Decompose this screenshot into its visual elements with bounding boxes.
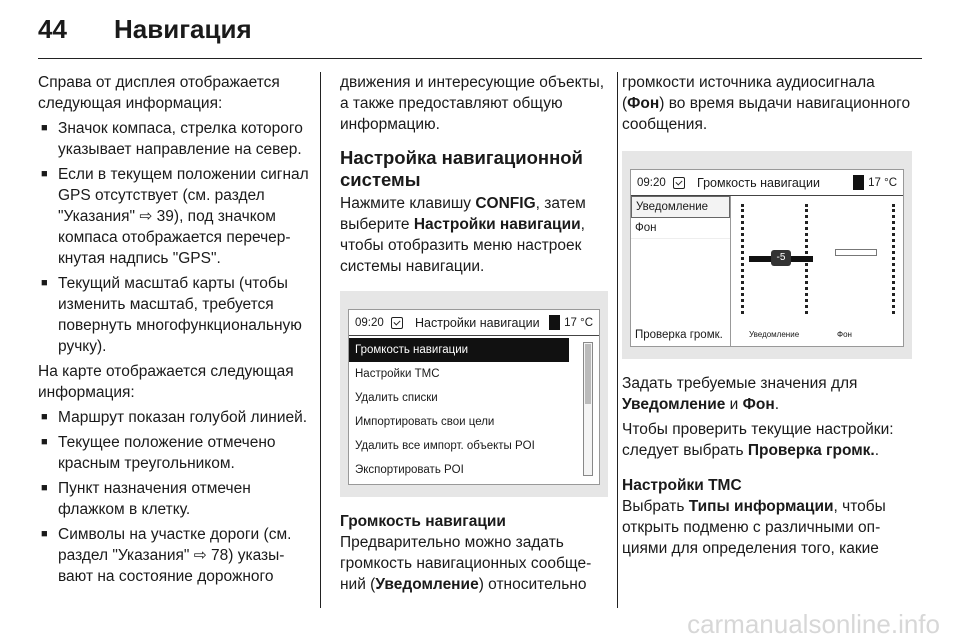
- list-item: ■ Если в текущем положении сигнал GPS отсутствует (см. раздел "Указания" ⇨ 39), под значком компаса отображается перечеркнутая надпись "GPS".: [38, 164, 310, 269]
- volume-panel: [631, 196, 903, 346]
- page-header: [38, 14, 252, 54]
- notification-value: -5: [771, 250, 791, 266]
- subsection-heading: Громкость навигации: [340, 513, 506, 530]
- config-key: CONFIG: [475, 195, 536, 212]
- nav-settings-screenshot: [340, 291, 608, 497]
- menu-item-tmc[interactable]: Настройки ТМС: [349, 362, 569, 386]
- screen-status-bar: [349, 310, 599, 336]
- settings-menu: [349, 336, 599, 484]
- clock: 09:20: [355, 316, 384, 329]
- list-item: ■ Символы на участке дороги (см. раздел "Указания" ⇨ 78) указывают на состояние дорожного: [38, 524, 310, 587]
- menu-item-delete-poi[interactable]: Удалить все импорт. объекты POI: [349, 434, 569, 458]
- volume-sliders: [731, 196, 903, 346]
- slider-label: Фон: [837, 330, 852, 339]
- display-screen: [630, 169, 904, 347]
- config-paragraph: Нажмите клавишу CONFIG, затем выберите Настройки навигации, чтобы отобразить меню настроек системы навигации.: [340, 195, 586, 275]
- list-item: ■ Маршрут показан голубой линией.: [38, 407, 310, 428]
- continued-paragraph: громкости источника аудиосигнала (Фон) во время выдачи навигационного сообщения.: [622, 74, 911, 133]
- temperature: 17 °C: [564, 316, 593, 329]
- check-volume-button[interactable]: Проверка громк.: [635, 329, 723, 341]
- phone-icon: [549, 315, 560, 330]
- tmc-paragraph: Выбрать Типы информации, чтобы открыть подменю с различными опциями для определения того, какие: [622, 498, 886, 557]
- display-screen: [348, 309, 600, 485]
- background-slider[interactable]: [835, 249, 877, 256]
- list-item: ■ Текущее положение отмечено красным треугольником.: [38, 432, 310, 474]
- set-values-paragraph: Задать требуемые значения для Уведомление и Фон.: [622, 375, 858, 413]
- continued-paragraph: движения и интересующие объекты, а также предоставляют общую информацию.: [340, 74, 605, 133]
- page-number: 44: [38, 14, 67, 44]
- volume-menu: [631, 196, 731, 346]
- back-icon: [673, 177, 685, 189]
- volume-paragraph: Предварительно можно задать громкость навигационных сообщений (Уведомление) относительно: [340, 534, 592, 593]
- volume-screenshot: [622, 151, 912, 359]
- clock: 09:20: [637, 176, 666, 189]
- column-1: [38, 72, 310, 591]
- list-item: ■ Текущий масштаб карты (чтобы изменить масштаб, требуется повернуть многофункциональную ручку).: [38, 273, 310, 357]
- scale-dots: [741, 204, 744, 314]
- watermark: carmanualsonline.info: [687, 609, 940, 639]
- scrollbar[interactable]: [583, 342, 593, 476]
- screen-title: Настройки навигации: [415, 315, 540, 330]
- map-info-paragraph: На карте отображается следующая информация:: [38, 363, 294, 401]
- list-item: ■ Пункт назначения отмечен флажком в клетку.: [38, 478, 310, 520]
- temperature: 17 °C: [868, 176, 897, 189]
- slider-label: Уведомление: [749, 330, 800, 339]
- scale-dots: [892, 204, 895, 314]
- subsection-heading: Настройки ТМС: [622, 477, 742, 494]
- column-3: [622, 72, 912, 563]
- check-paragraph: Чтобы проверить текущие настройки: следует выбрать Проверка громк..: [622, 421, 894, 459]
- menu-name: Настройки навигации: [413, 216, 581, 233]
- column-divider-1: [320, 72, 321, 608]
- list-item: ■ Значок компаса, стрелка которого указывает направление на север.: [38, 118, 310, 160]
- back-icon: [391, 317, 403, 329]
- menu-item-delete-lists[interactable]: Удалить списки: [349, 386, 569, 410]
- screen-status-bar: [631, 170, 903, 196]
- column-divider-2: [617, 72, 618, 608]
- header-divider: [38, 58, 922, 59]
- menu-item-background[interactable]: Фон: [631, 218, 730, 239]
- intro-paragraph: Справа от дисплея отображается следующая информация:: [38, 74, 280, 112]
- menu-item-volume[interactable]: Громкость навигации: [349, 338, 569, 362]
- screen-title: Громкость навигации: [697, 175, 820, 190]
- menu-item-export-poi[interactable]: Экспортировать POI: [349, 458, 569, 482]
- phone-icon: [853, 175, 864, 190]
- menu-item-import[interactable]: Импортировать свои цели: [349, 410, 569, 434]
- page-title: Навигация: [114, 14, 252, 44]
- menu-item-notification[interactable]: Уведомление: [631, 196, 730, 218]
- section-heading: Настройка навигационной системы: [340, 147, 583, 190]
- column-2: [340, 72, 608, 599]
